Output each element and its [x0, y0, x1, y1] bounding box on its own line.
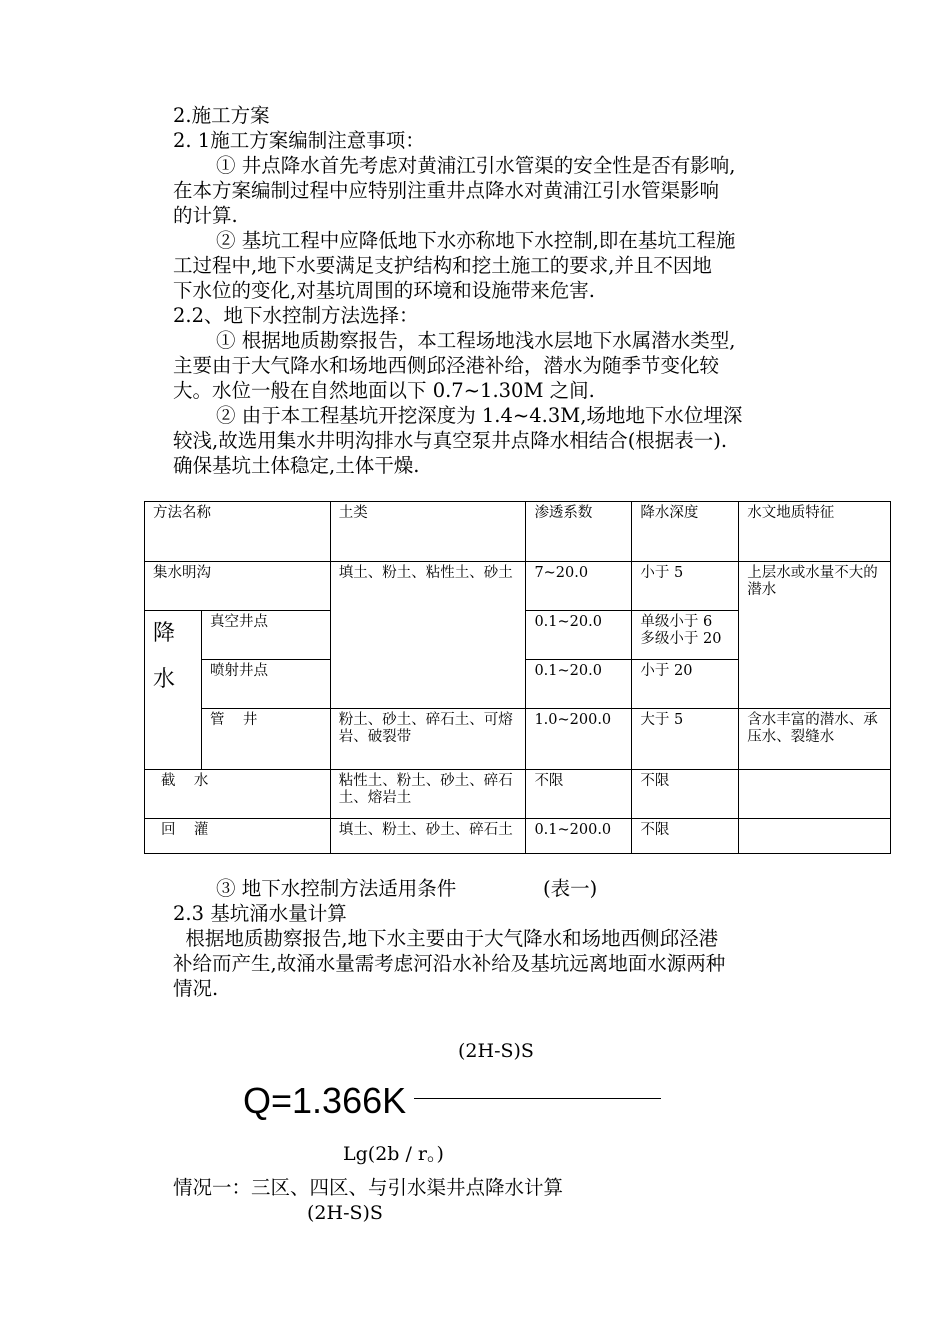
- paragraph-line: 情况.: [173, 977, 219, 1000]
- formula-lhs: Q=1.366K: [243, 1080, 407, 1121]
- cell-method: 喷射井点: [201, 660, 330, 709]
- cell-permeability: 7~20.0: [526, 562, 632, 611]
- header-permeability: 渗透系数: [526, 502, 632, 562]
- paragraph-line: 主要由于大气降水和场地西侧邱泾港补给，潜水为随季节变化较: [173, 354, 720, 377]
- cell-method: 回 灌: [145, 819, 331, 854]
- table-caption: ③ 地下水控制方法适用条件 (表一): [216, 877, 598, 900]
- cell-method: 真空井点: [201, 611, 330, 660]
- depth-multi-stage: 多级小于 20: [640, 631, 722, 647]
- cell-depth: 小于 5: [632, 562, 739, 611]
- cell-depth: 大于 5: [632, 709, 739, 770]
- table-row: [145, 770, 891, 819]
- formula-numerator: (2H-S)S: [458, 1040, 534, 1062]
- dewatering-char-2: 水: [153, 667, 176, 692]
- header-depth: 降水深度: [632, 502, 739, 562]
- cell-soil: 填土、粉土、粘性土、砂土: [330, 562, 526, 709]
- cell-depth: 小于 20: [632, 660, 739, 709]
- subsection-title-inflow: 2.3 基坑涌水量计算: [173, 902, 347, 925]
- cell-feature: 含水丰富的潜水、承压水、裂缝水: [739, 709, 891, 770]
- cell-method: 管 井: [201, 709, 330, 770]
- cell-permeability: 0.1~20.0: [526, 660, 632, 709]
- cell-feature: [739, 770, 891, 819]
- cell-soil: 填土、粉土、砂土、碎石土: [330, 819, 526, 854]
- cell-soil: 粘性土、粉土、砂土、碎石土、熔岩土: [330, 770, 526, 819]
- cell-permeability: 0.1~20.0: [526, 611, 632, 660]
- cell-permeability: 0.1~200.0: [526, 819, 632, 854]
- paragraph-line: 工过程中,地下水要满足支护结构和挖土施工的要求,并且不因地: [173, 254, 712, 277]
- cell-feature: 上层水或水量不大的潜水: [739, 562, 891, 709]
- subsection-title-notes: 2. 1施工方案编制注意事项：: [173, 129, 425, 152]
- formula-fraction-bar: [414, 1098, 661, 1099]
- cell-method: 集水明沟: [145, 562, 331, 611]
- cell-depth: 不限: [632, 819, 739, 854]
- paragraph-line: ② 由于本工程基坑开挖深度为 1.4~4.3M,场地地下水位埋深: [216, 404, 743, 427]
- cell-depth: [632, 611, 739, 660]
- case-one-heading: 情况一：三区、四区、与引水渠井点降水计算: [173, 1176, 564, 1199]
- depth-single-stage: 单级小于 6: [640, 614, 713, 630]
- paragraph-line: ① 井点降水首先考虑对黄浦江引水管渠的安全性是否有影响,: [216, 154, 736, 177]
- table-row: [145, 819, 891, 854]
- subsection-title-groundwater-control: 2.2、地下水控制方法选择：: [173, 304, 419, 327]
- header-method: 方法名称: [145, 502, 331, 562]
- table-header-row: [145, 502, 891, 562]
- cell-method: 截 水: [145, 770, 331, 819]
- section-title-construction-plan: 2.施工方案: [173, 104, 270, 127]
- paragraph-line: 下水位的变化,对基坑周围的环境和设施带来危害.: [173, 279, 595, 302]
- cell-permeability: 不限: [526, 770, 632, 819]
- formula-denominator: Lg(2b / r。): [343, 1143, 444, 1165]
- paragraph-line: 在本方案编制过程中应特别注重井点降水对黄浦江引水管渠影响: [173, 179, 720, 202]
- dewatering-char-1: 降: [153, 621, 176, 646]
- header-soil: 土类: [330, 502, 526, 562]
- table-row: [145, 709, 891, 770]
- groundwater-method-table: [144, 501, 891, 854]
- cell-permeability: 1.0~200.0: [526, 709, 632, 770]
- paragraph-line: 的计算.: [173, 204, 238, 227]
- cell-soil: 粉土、砂土、碎石土、可熔岩、破裂带: [330, 709, 526, 770]
- paragraph-line: 大。水位一般在自然地面以下 0.7~1.30M 之间.: [173, 379, 595, 402]
- paragraph-line: 根据地质勘察报告,地下水主要由于大气降水和场地西侧邱泾港: [173, 927, 719, 950]
- header-feature: 水文地质特征: [739, 502, 891, 562]
- cell-feature: [739, 819, 891, 854]
- table-row: [145, 562, 891, 611]
- paragraph-line: 确保基坑土体稳定,土体干燥.: [173, 454, 420, 477]
- paragraph-line: 较浅,故选用集水井明沟排水与真空泵井点降水相结合(根据表一).: [173, 429, 728, 452]
- paragraph-line: ① 根据地质勘察报告，本工程场地浅水层地下水属潜水类型,: [216, 329, 736, 352]
- cell-dewatering-group: [145, 611, 202, 770]
- paragraph-line: 补给而产生,故涌水量需考虑河沿水补给及基坑远离地面水源两种: [173, 952, 726, 975]
- cell-depth: 不限: [632, 770, 739, 819]
- paragraph-line: ② 基坑工程中应降低地下水亦称地下水控制,即在基坑工程施: [216, 229, 736, 252]
- formula-numerator-2: (2H-S)S: [307, 1202, 383, 1224]
